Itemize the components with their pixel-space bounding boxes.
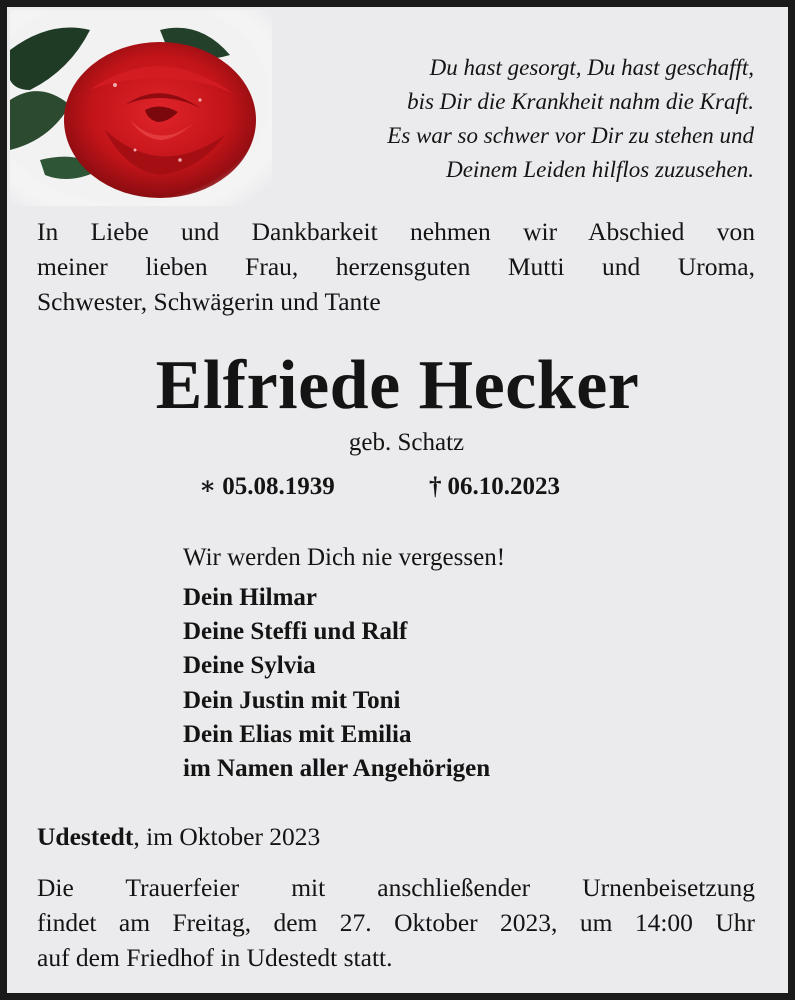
death-date: 06.10.2023 [447, 473, 560, 500]
death-date-group [429, 470, 560, 504]
red-rose-icon [10, 10, 272, 206]
mourner: Dein Hilmar [183, 584, 318, 611]
cross-icon: † [429, 473, 442, 500]
life-dates [7, 470, 788, 504]
poem-line: Deinem Leiden hilflos zuzusehen. [446, 157, 754, 182]
place-date-text: , im Oktober 2023 [133, 822, 321, 851]
poem-line: bis Dir die Krankheit nahm die Kraft. [407, 89, 754, 114]
asterisk-icon: ∗ [199, 473, 217, 500]
intro-text [37, 214, 755, 319]
place-date [37, 820, 320, 854]
mourner: Dein Elias mit Emilia [183, 720, 412, 748]
poem-line: Es war so schwer vor Dir zu stehen und [387, 123, 754, 148]
town: Udestedt [37, 822, 134, 851]
intro-line: meiner lieben Frau, herzensguten Mutti und Uroma, [37, 252, 755, 281]
poem [284, 51, 754, 187]
intro-line: Schwester, Schwägerin und Tante [37, 287, 381, 316]
service-line: Die Trauerfeier mit anschließender Urnenbeisetzung [37, 873, 755, 902]
birth-date-group [199, 470, 335, 504]
mourner: Dein Justin mit Toni [183, 686, 401, 714]
birth-date: 05.08.1939 [222, 473, 335, 500]
mourners-intro: Wir werden Dich nie vergessen! [183, 544, 506, 571]
mourner: im Namen aller Angehörigen [183, 755, 491, 783]
deceased-name: Elfriede Hecker [155, 347, 640, 424]
maiden-name: geb. Schatz [348, 429, 465, 456]
poem-line: Du hast gesorgt, Du hast geschafft, [429, 55, 754, 80]
service-line: findet am Freitag, dem 27. Oktober 2023, um 14:00 Uhr [37, 908, 755, 937]
mourners-list [183, 581, 490, 786]
mourner: Deine Steffi und Ralf [183, 618, 408, 646]
service-line: auf dem Friedhof in Udestedt statt. [37, 943, 393, 972]
intro-line: In Liebe und Dankbarkeit nehmen wir Abschied von [37, 217, 755, 246]
mourner: Deine Sylvia [183, 652, 316, 680]
service-info [37, 870, 755, 975]
